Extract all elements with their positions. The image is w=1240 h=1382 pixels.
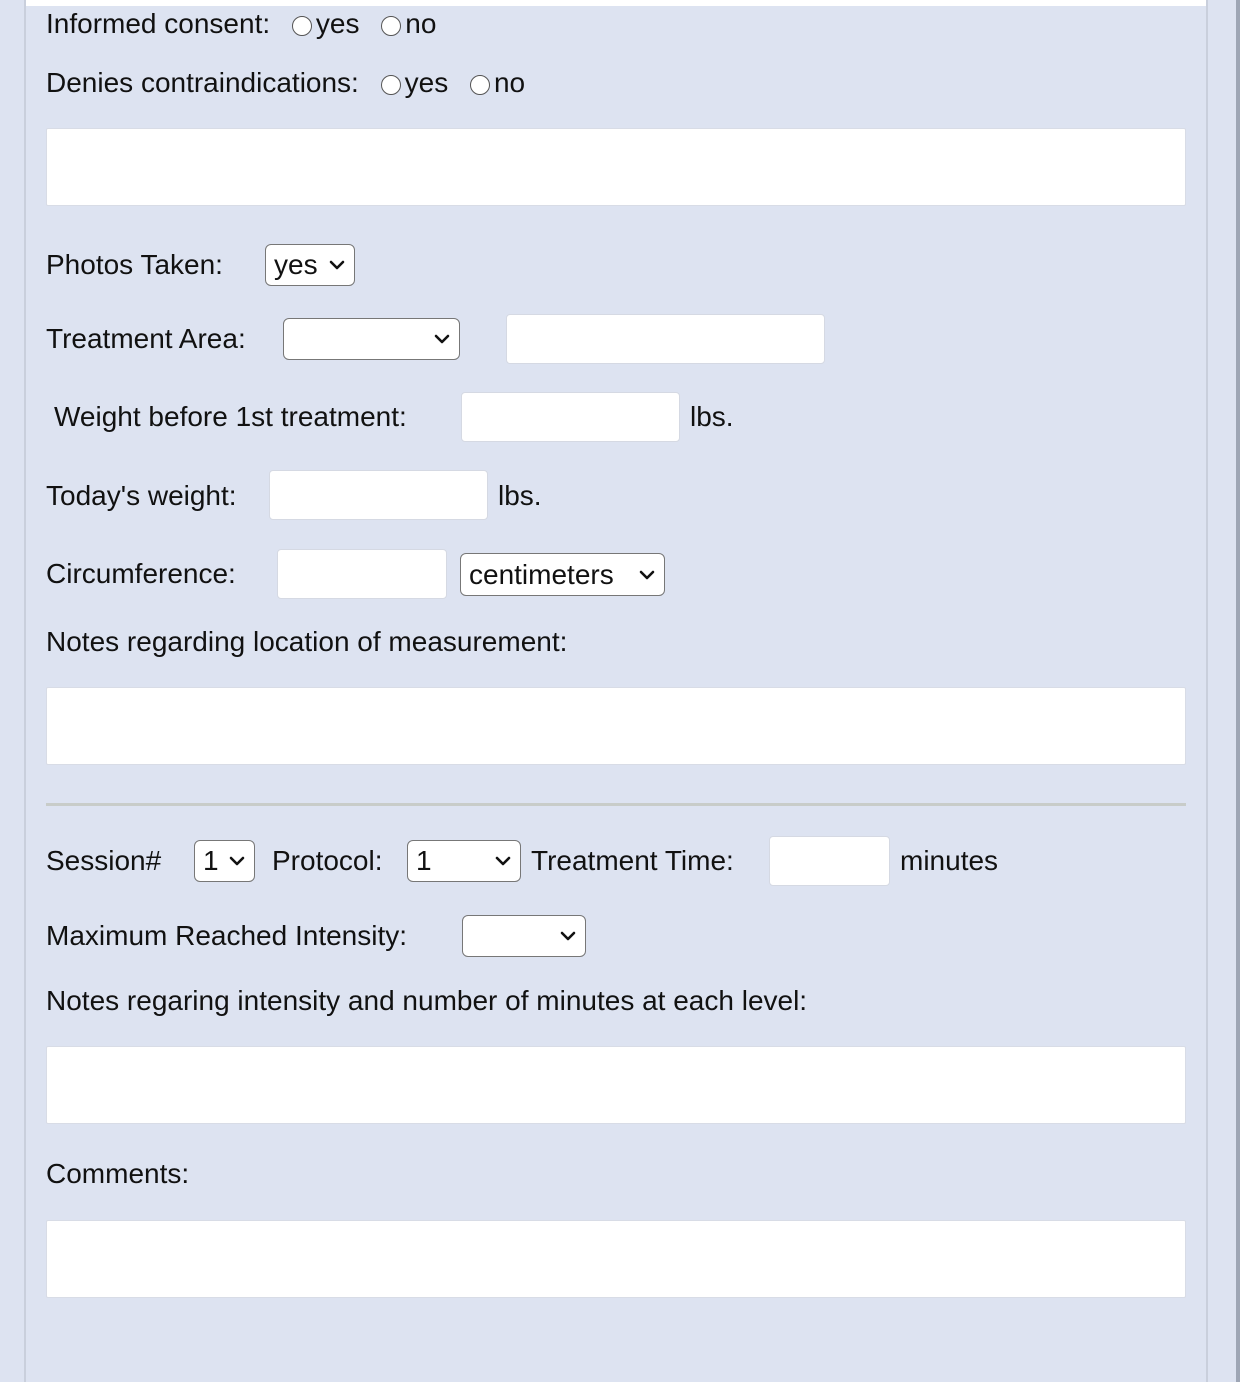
protocol-select[interactable]	[407, 840, 521, 882]
contra-yes-label: yes	[404, 67, 449, 98]
max-intensity-label: Maximum Reached Intensity:	[46, 920, 408, 951]
consent-no-label: no	[405, 8, 437, 39]
informed-consent-row	[46, 8, 436, 40]
section-divider	[46, 803, 1186, 806]
todays-weight-input[interactable]	[269, 470, 488, 520]
right-border	[1206, 0, 1208, 1382]
treatment-time-unit: minutes	[900, 845, 999, 876]
consent-no-radio[interactable]	[381, 16, 401, 36]
session-label: Session#	[46, 845, 162, 876]
treatment-area-other-input[interactable]	[506, 314, 825, 364]
comments-textarea[interactable]	[46, 1220, 1186, 1298]
contraindications-row	[46, 67, 525, 99]
top-border	[24, 0, 1208, 6]
chevron-down-icon	[228, 852, 246, 870]
measurement-notes-label: Notes regarding location of measurement:	[46, 626, 568, 657]
consent-yes-radio[interactable]	[292, 16, 312, 36]
consent-yes-option[interactable]	[292, 8, 360, 39]
contra-no-option[interactable]	[470, 67, 525, 98]
intensity-notes-textarea[interactable]	[46, 1046, 1186, 1124]
weight-before-label: Weight before 1st treatment:	[54, 401, 407, 432]
protocol-label: Protocol:	[272, 845, 383, 876]
chevron-down-icon	[638, 566, 656, 584]
photos-taken-value: yes	[274, 249, 318, 280]
circumference-label: Circumference:	[46, 558, 236, 589]
session-select[interactable]	[194, 840, 255, 882]
treatment-area-select[interactable]	[283, 318, 460, 360]
protocol-value: 1	[416, 845, 432, 876]
contra-no-radio[interactable]	[470, 75, 490, 95]
scrollbar-edge[interactable]	[1236, 0, 1240, 1382]
max-intensity-select[interactable]	[462, 915, 586, 957]
treatment-time-input[interactable]	[769, 836, 890, 886]
contra-yes-radio[interactable]	[381, 75, 401, 95]
contra-no-label: no	[493, 67, 526, 98]
circumference-input[interactable]	[277, 549, 447, 599]
weight-before-unit: lbs.	[690, 401, 734, 432]
photos-taken-select[interactable]	[265, 244, 355, 286]
contraindications-notes-textarea[interactable]	[46, 128, 1186, 206]
todays-weight-unit: lbs.	[498, 480, 542, 511]
treatment-time-label: Treatment Time:	[531, 845, 734, 876]
todays-weight-label: Today's weight:	[46, 480, 237, 511]
measurement-notes-textarea[interactable]	[46, 687, 1186, 765]
contraindications-label: Denies contraindications:	[46, 67, 359, 98]
intensity-notes-label: Notes regaring intensity and number of minutes at each level:	[46, 985, 808, 1016]
circumference-unit-select[interactable]	[460, 553, 665, 596]
treatment-area-label: Treatment Area:	[46, 323, 246, 354]
consent-yes-label: yes	[315, 8, 360, 39]
informed-consent-label: Informed consent:	[46, 8, 271, 39]
comments-label: Comments:	[46, 1158, 190, 1189]
chevron-down-icon	[328, 256, 346, 274]
chevron-down-icon	[494, 852, 512, 870]
photos-taken-label: Photos Taken:	[46, 249, 223, 280]
weight-before-input[interactable]	[461, 392, 680, 442]
circumference-unit-value: centimeters	[469, 558, 614, 590]
chevron-down-icon	[433, 330, 451, 348]
left-border	[24, 0, 26, 1382]
chevron-down-icon	[559, 927, 577, 945]
session-value: 1	[203, 845, 219, 876]
contra-yes-option[interactable]	[381, 67, 449, 98]
consent-no-option[interactable]	[381, 8, 436, 39]
